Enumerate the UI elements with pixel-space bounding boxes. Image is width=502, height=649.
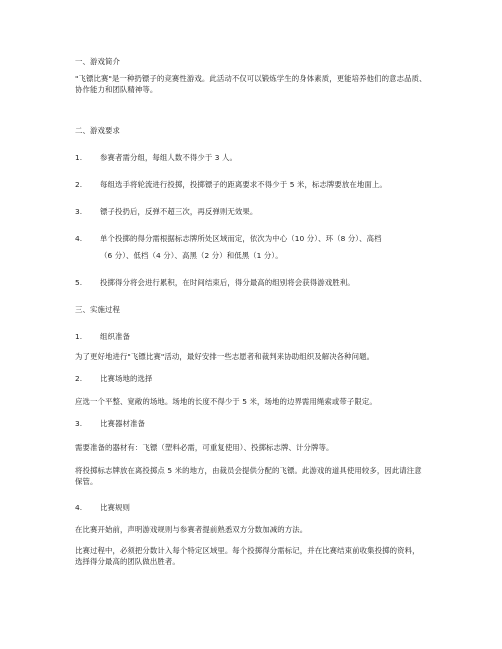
rule-number: 1.	[75, 153, 83, 162]
rule-item-5	[75, 277, 355, 288]
step-heading-4	[75, 502, 130, 513]
rule-item-3	[75, 206, 257, 217]
rule-number: 2.	[75, 180, 83, 189]
section-heading-intro: 一、游戏简介	[75, 57, 120, 66]
step-1-paragraph: 为了更好地进行"飞镖比赛"活动，最好安排一些志愿者和裁判来协助组织及解决各种问题。	[75, 352, 375, 361]
rule-item-1	[75, 152, 237, 163]
step-title: 比赛场地的选择	[100, 374, 153, 383]
step-title: 比赛规则	[100, 503, 130, 512]
intro-paragraph: "飞镖比赛"是一种扔镖子的竞赛性游戏。此活动不仅可以锻炼学生的身体素质，更能培养他们的意志品质、协作能力和团队精神等。	[75, 74, 427, 94]
rule-item-4	[75, 233, 382, 244]
section-heading-process: 三、实施过程	[75, 305, 120, 314]
step-heading-3	[75, 418, 145, 429]
rule-text: 每组选手将轮流进行投掷，投掷镖子的距离要求不得少于 5 米，标志牌要放在地面上。	[100, 180, 387, 189]
rule-text: 参赛者需分组，每组人数不得少于 3 人。	[100, 153, 238, 162]
rule-text: 镖子投扔后，反弹不超三次，再反弹则无效果。	[100, 207, 258, 216]
rule-item-2	[75, 179, 387, 190]
rule-text: 单个投掷的得分需根据标志牌所处区域而定，依次为中心（10 分）、环（8 分）、高档	[100, 234, 382, 243]
step-heading-2	[75, 373, 152, 384]
rule-text: 投掷得分将会进行累积，在时间结束后，得分最高的组别将会获得游戏胜利。	[100, 278, 355, 287]
step-2-paragraph: 应选一个平整、宽敞的场地。场地的长度不得少于 5 米，场地的边界需用绳索或带子限定。	[75, 397, 377, 406]
step-title: 组织准备	[100, 332, 130, 341]
step-3-paragraph-1: 需要准备的器材有：飞镖（塑料必需，可重复使用）、投掷标志牌、计分牌等。	[75, 443, 334, 452]
rule-number: 5.	[75, 278, 83, 287]
rule-item-4-continued: （6 分）、低档（4 分）、高黑（2 分）和低黑（1 分）。	[100, 251, 283, 260]
step-number: 2.	[75, 374, 83, 383]
step-heading-1	[75, 331, 130, 342]
rule-number: 4.	[75, 234, 83, 243]
step-number: 1.	[75, 332, 83, 341]
step-number: 3.	[75, 419, 83, 428]
section-heading-rules: 二、游戏要求	[75, 126, 120, 135]
step-3-paragraph-2: 将投掷标志牌放在离投掷点 5 米的地方，由裁员会提供分配的飞镖。此游戏的道具使用较多，因此请注意保管。	[75, 466, 422, 486]
rule-number: 3.	[75, 207, 83, 216]
step-4-paragraph-1: 在比赛开始前，声明游戏规则与参赛者提前熟悉双方分数加减的方法。	[75, 525, 308, 534]
step-number: 4.	[75, 503, 83, 512]
step-title: 比赛器材准备	[100, 419, 145, 428]
step-4-paragraph-2: 比赛过程中，必须把分数计入每个特定区域里。每个投掷得分需标记，并在比赛结束前收集投掷的资料，选择得分最高的团队做出胜者。	[75, 546, 420, 566]
